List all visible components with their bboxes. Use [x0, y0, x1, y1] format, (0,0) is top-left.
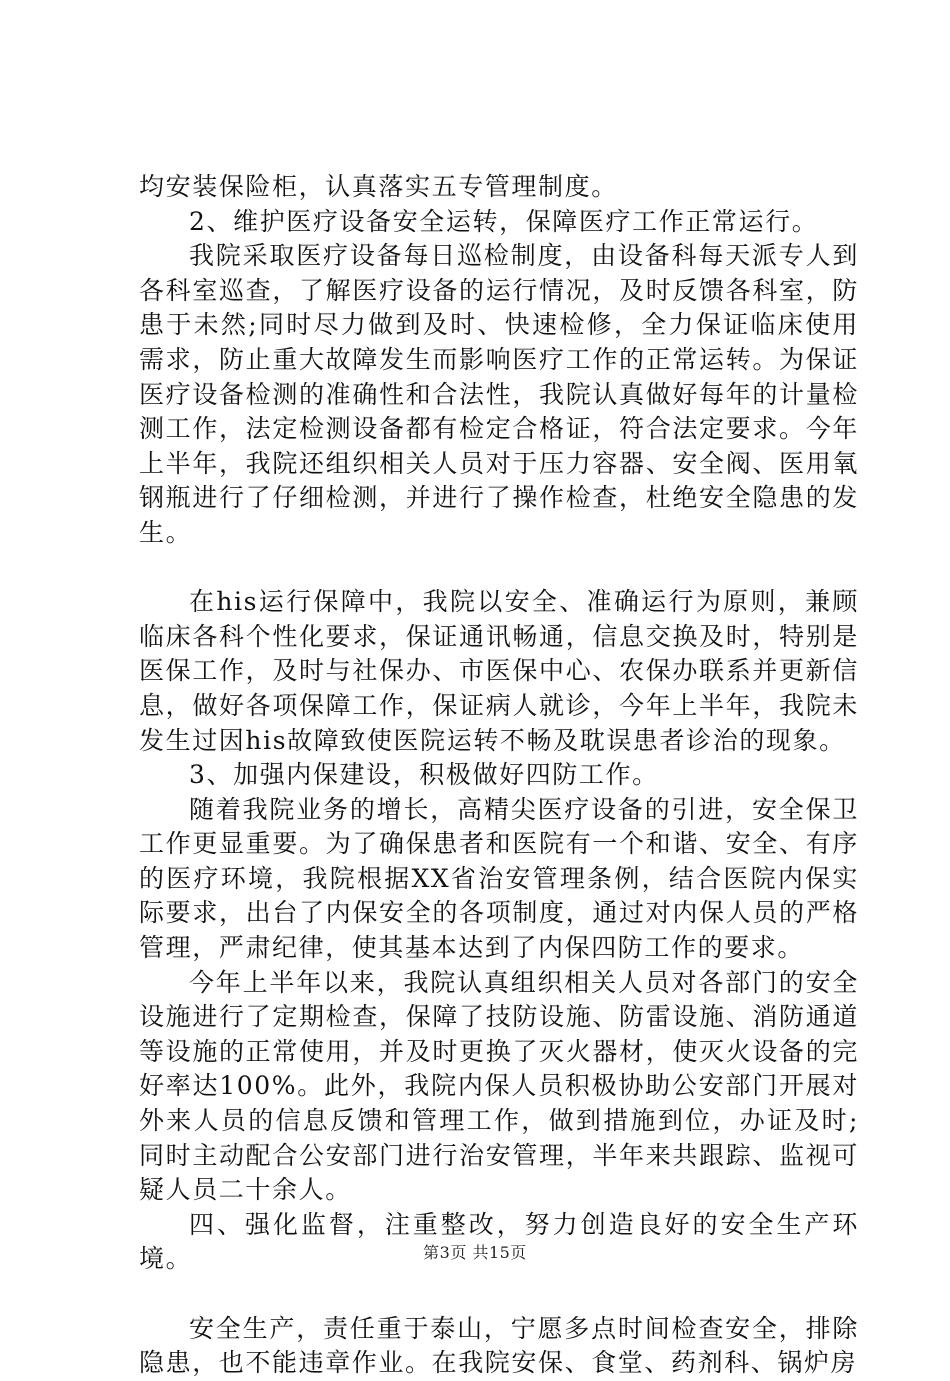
paragraph-9: 安全生产，责任重于泰山，宁愿多点时间检查安全，排除隐患，也不能违章作业。在我院安保、食堂、药剂科、锅炉房 — [139, 1313, 859, 1378]
paragraph-gap — [139, 551, 859, 586]
page-number-label: 第3页 共15页 — [423, 1243, 527, 1262]
paragraph-1: 均安装保险柜，认真落实五专管理制度。 — [139, 172, 618, 201]
paragraph-6: 随着我院业务的增长，高精尖医疗设备的引进，安全保卫工作更显重要。为了确保患者和医院有一个和谐、安全、有序的医疗环境，我院根据XX省治安管理条例，结合医院内保实际要求，出台了内保安全的各项制度，通过对内保人员的严格管理，严肃纪律，使其基本达到了内保四防工作的要求。 — [139, 794, 859, 963]
paragraph-4: 在his运行保障中，我院以安全、准确运行为原则，兼顾临床各科个性化要求，保证通讯畅通，信息交换及时，特别是医保工作，及时与社保办、市医保中心、农保办联系并更新信息，做好各项保障工作，保证病人就诊，今年上半年，我院未发生过因his故障致使医院运转不畅及耽误患者诊治的现象。 — [139, 587, 859, 755]
paragraph-7: 今年上半年以来，我院认真组织相关人员对各部门的安全设施进行了定期检查，保障了技防设施、防雷设施、消防通道等设施的正常使用，并及时更换了灭火器材，使灭火设备的完好率达100%。此外，我院内保人员积极协助公安部门开展对外来人员的信息反馈和管理工作，做到措施到位，办证及时;同时主动配合公安部门进行治安管理，半年来共跟踪、监视可疑人员二十余人。 — [139, 967, 859, 1205]
paragraph-8-heading: 四、强化监督，注重整改，努力创造良好的安全生产环境。 — [139, 1209, 859, 1274]
page-footer — [0, 1243, 950, 1263]
document-body — [139, 170, 859, 1381]
paragraph-5-heading: 3、加强内保建设，积极做好四防工作。 — [189, 760, 659, 790]
paragraph-gap — [139, 1277, 859, 1312]
paragraph-3: 我院采取医疗设备每日巡检制度，由设备科每天派专人到各科室巡查，了解医疗设备的运行情况，及时反馈各科室，防患于未然;同时尽力做到及时、快速检修，全力保证临床使用需求，防止重大故障发生而影响医疗工作的正常运转。为保证医疗设备检测的准确性和合法性，我院认真做好每年的计量检测工作，法定检测设备都有检定合格证，符合法定要求。今年上半年，我院还组织相关人员对于压力容器、安全阀、医用氧钢瓶进行了仔细检测，并进行了操作检查，杜绝安全隐患的发生。 — [139, 241, 859, 547]
paragraph-2-heading: 2、维护医疗设备安全运转，保障医疗工作正常运行。 — [189, 206, 819, 236]
